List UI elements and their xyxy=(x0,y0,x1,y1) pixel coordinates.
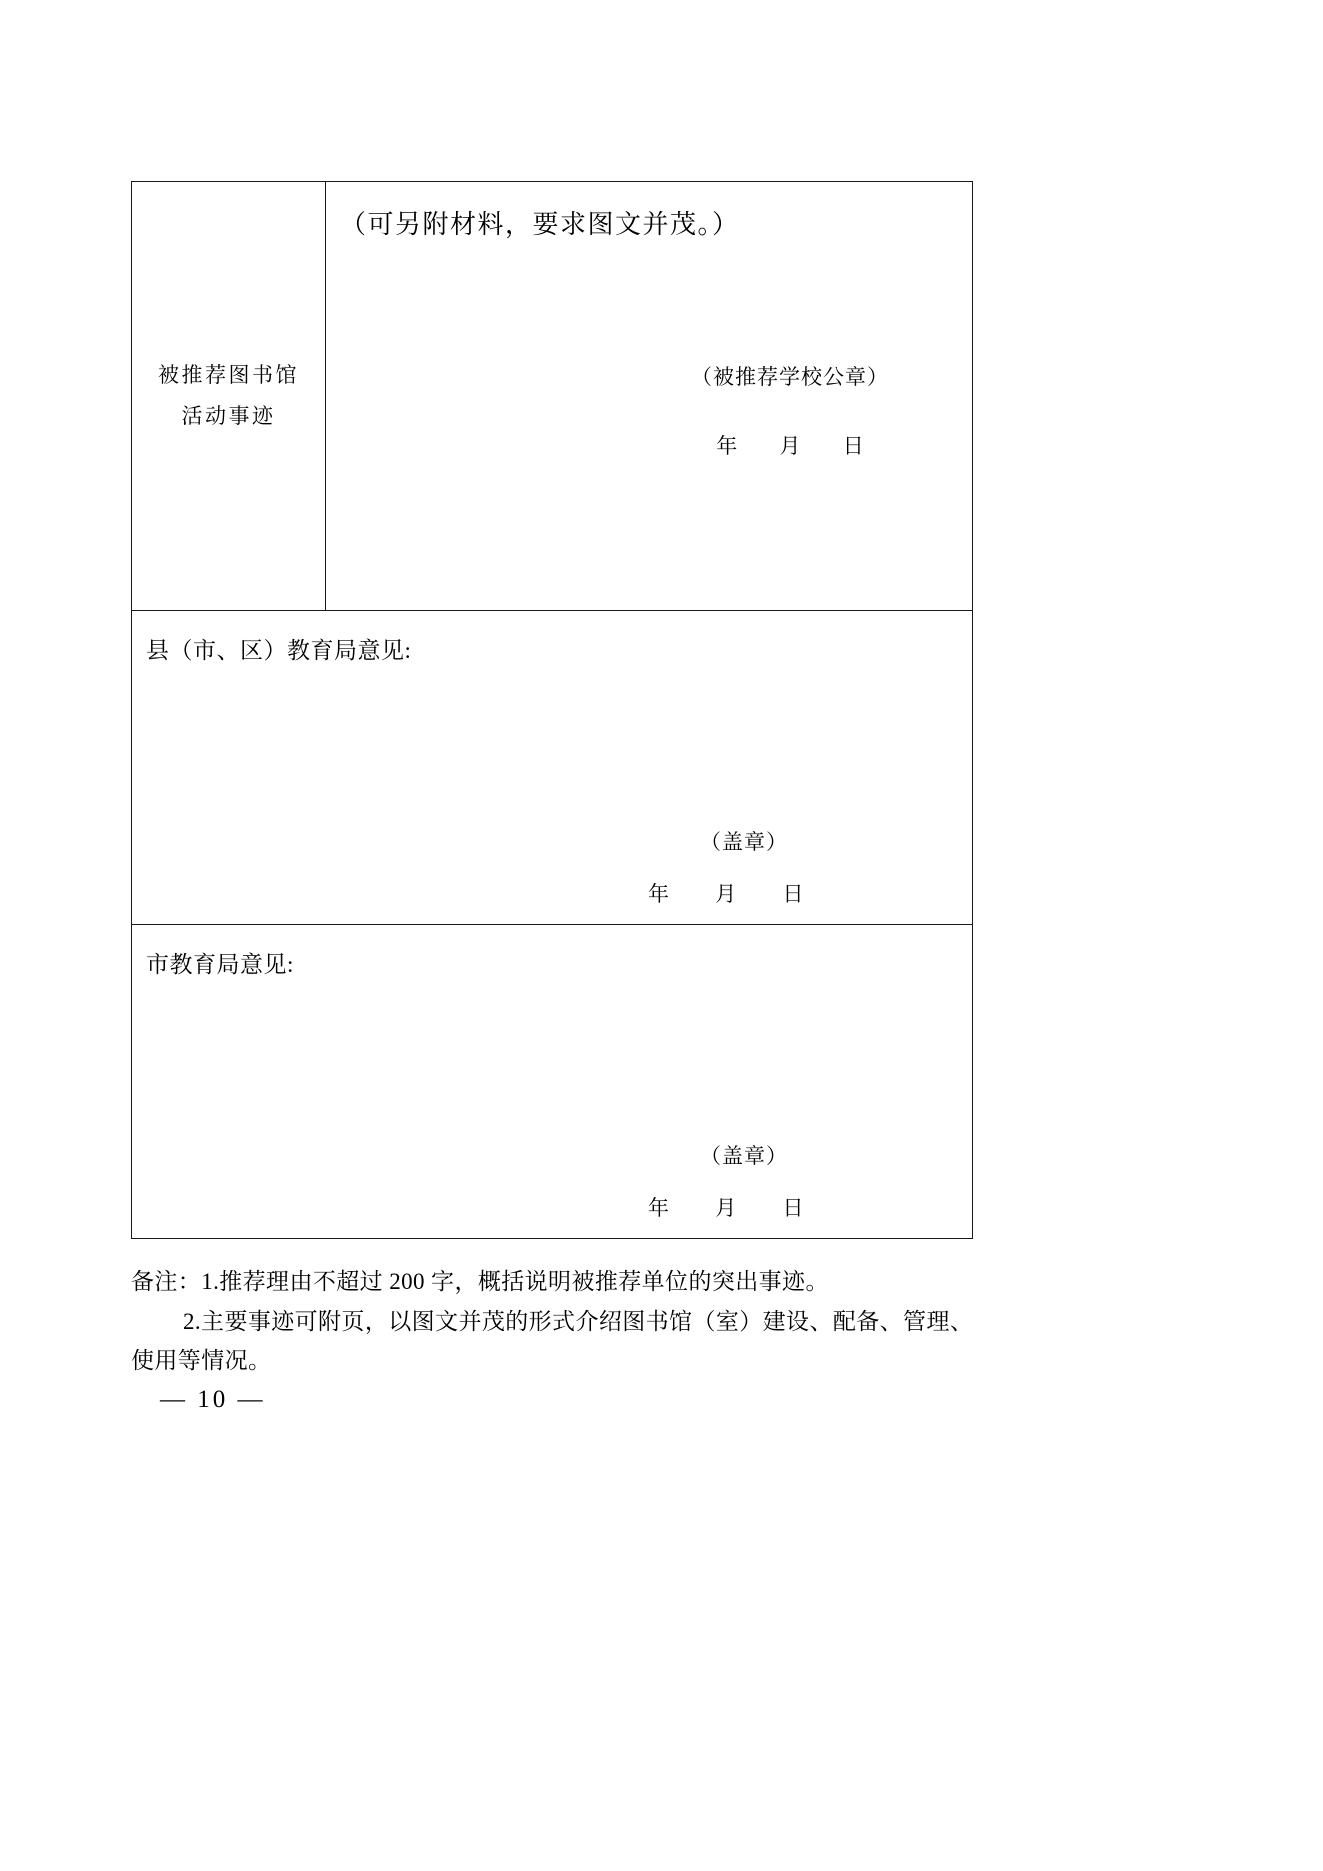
table-row-county-opinion xyxy=(132,611,973,925)
city-opinion-cell[interactable] xyxy=(132,925,973,1239)
activity-label-stack xyxy=(132,355,325,437)
activity-label-line-1: 被推荐图书馆 xyxy=(158,363,299,388)
city-date-year-label: 年 xyxy=(648,1196,669,1220)
page-number: — 10 — xyxy=(160,1386,266,1413)
notes-section xyxy=(131,1262,993,1381)
city-opinion-title: 市教育局意见: xyxy=(146,952,294,977)
note-line-1 xyxy=(131,1262,993,1302)
note-item-2: 2.主要事迹可附页，以图文并茂的形式介绍图书馆（室）建设、配备、管理、使用等情况。 xyxy=(131,1308,974,1374)
city-date-month-label: 月 xyxy=(715,1196,737,1220)
county-opinion-date xyxy=(628,878,825,908)
date-day-label: 日 xyxy=(842,434,864,459)
table-row-city-opinion xyxy=(132,925,973,1239)
activity-label-line-2: 活动事迹 xyxy=(181,404,276,428)
school-seal-block xyxy=(660,363,920,460)
date-month-label: 月 xyxy=(779,434,801,459)
county-date-month-label: 月 xyxy=(715,882,737,906)
activity-label-cell xyxy=(132,182,326,611)
county-seal-text: （盖章） xyxy=(700,830,788,854)
date-year-label: 年 xyxy=(716,434,738,459)
activity-attachment-note: （可另附材料，要求图文并茂。） xyxy=(340,210,740,239)
note-item-1: 1.推荐理由不超过 200 字，概括说明被推荐单位的突出事迹。 xyxy=(201,1269,829,1294)
city-opinion-date xyxy=(628,1192,825,1222)
city-seal-text: （盖章） xyxy=(700,1144,788,1168)
school-seal-date xyxy=(660,430,920,460)
recommendation-form-table xyxy=(131,181,973,1239)
table-row-activity xyxy=(132,182,973,611)
county-date-year-label: 年 xyxy=(648,882,669,906)
county-date-day-label: 日 xyxy=(782,882,804,906)
county-opinion-cell[interactable] xyxy=(132,611,973,925)
notes-label: 备注： xyxy=(131,1269,202,1294)
school-seal-text: （被推荐学校公章） xyxy=(691,365,889,389)
city-date-day-label: 日 xyxy=(782,1196,804,1220)
activity-content-cell[interactable] xyxy=(326,182,973,611)
county-opinion-title: 县（市、区）教育局意见: xyxy=(146,638,412,663)
